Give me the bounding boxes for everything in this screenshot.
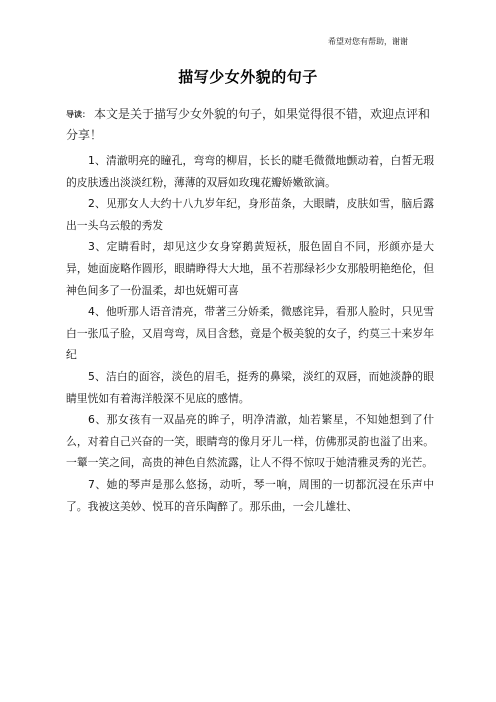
paragraph-3: 3、定睛看时，却见这少女身穿鹅黄短袄，服色固自不同，形颜亦是大异，她面庞略作圆形，眼睛睁得大大地，虽不若那绿衫少女那般明艳绝伦，但神色间多了一份温柔，却也妩媚可喜 — [66, 240, 434, 297]
paragraph-7: 7、她的琴声是那么悠扬，动听，琴一响，周围的一切都沉浸在乐声中了。我被这美妙、悦耳的音乐陶醉了。那乐曲，一会儿雄壮、 — [66, 477, 434, 513]
paragraph-6: 6、那女孩有一双晶亮的眸子，明净清澈，灿若繁星，不知她想到了什么，对着自己兴奋的一笑，眼睛弯的像月牙儿一样，仿佛那灵韵也溢了出来。一颦一笑之间，高贵的神色自然流露，让人不得不惊叹于她清雅灵秀的光芒。 — [66, 413, 434, 470]
paragraph-list — [66, 150, 434, 517]
header-note: 希望对您有帮助，谢谢 — [328, 37, 408, 46]
paragraph-5: 5、洁白的面容，淡色的眉毛，挺秀的鼻梁，淡红的双唇，而她淡静的眼睛里恍如有着海洋般深不见底的感情。 — [66, 369, 434, 405]
paragraph-4: 4、他听那人语音清亮，带著三分娇柔，微感诧异，看那人脸时，只见雪白一张瓜子脸，又眉弯弯，凤目含愁，竟是个极美貌的女子，约莫三十来岁年纪 — [66, 305, 434, 362]
intro-text: 本文是关于描写少女外貌的句子，如果觉得很不错，欢迎点评和分享！ — [66, 107, 431, 142]
page-title: 描写少女外貌的句子 — [178, 68, 318, 86]
intro-label: 导读： — [66, 110, 90, 119]
intro — [66, 104, 434, 146]
paragraph-2: 2、见那女人大约十八九岁年纪，身形苗条，大眼睛，皮肤如雪，脑后露出一头乌云般的秀发 — [66, 197, 434, 232]
paragraph-1: 1、清澈明亮的瞳孔，弯弯的柳眉，长长的睫毛微微地颤动着，白皙无瑕的皮肤透出淡淡红粉，薄薄的双唇如玫瑰花瓣娇嫩欲滴。 — [66, 154, 434, 189]
